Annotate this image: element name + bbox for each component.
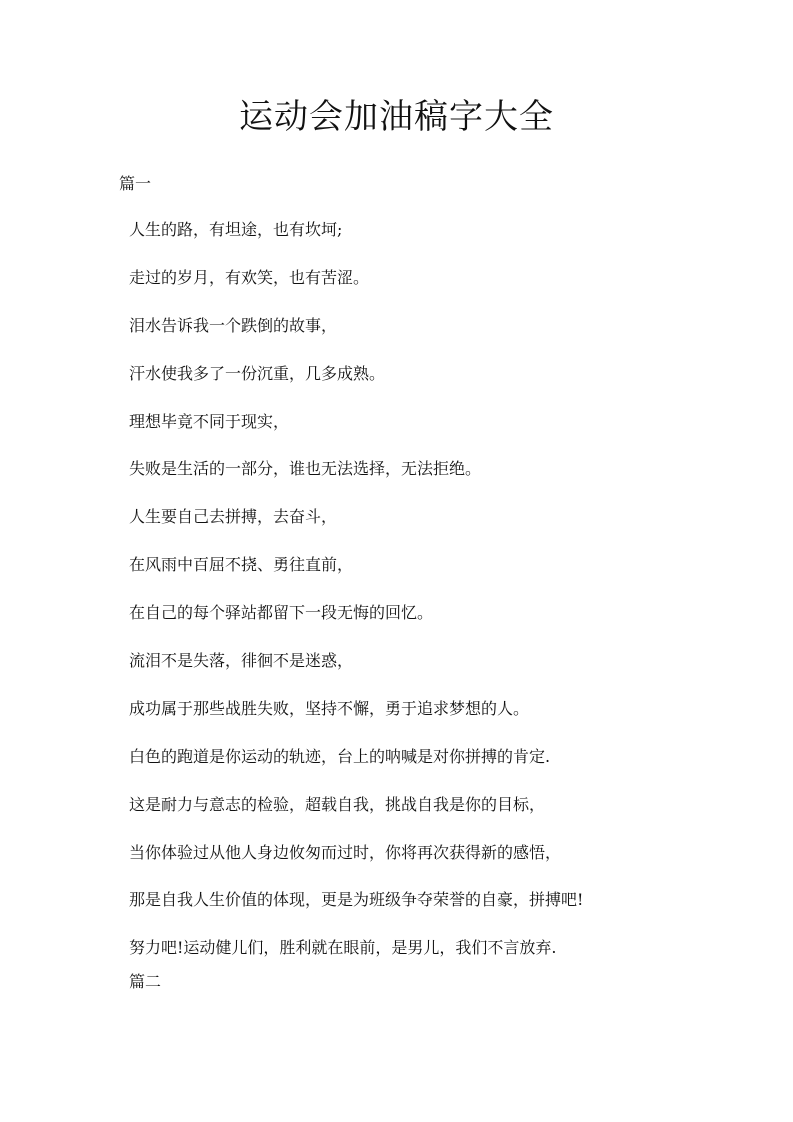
- text-line: 当你体验过从他人身边攸匆而过时，你将再次获得新的感悟，: [129, 842, 562, 862]
- text-line: 理想毕竟不同于现实，: [129, 411, 290, 431]
- text-line: 人生要自己去拼搏，去奋斗，: [129, 507, 338, 527]
- text-line: 人生的路，有坦途，也有坎坷;: [129, 220, 343, 239]
- text-line: 流泪不是失落，徘徊不是迷惑，: [129, 651, 354, 671]
- page-title: 运动会加油稿字大全: [239, 97, 554, 137]
- text-line: 努力吧!运动健儿们，胜利就在眼前，是男儿，我们不言放弃.: [129, 938, 557, 958]
- text-line: 汗水使我多了一份沉重，几多成熟。: [129, 363, 386, 383]
- text-line: 那是自我人生价值的体现，更是为班级争夺荣誉的自豪，拼搏吧!: [129, 890, 584, 910]
- section-label-2: 篇二: [129, 972, 162, 991]
- text-line: 走过的岁月，有欢笑，也有苦涩。: [129, 267, 370, 287]
- text-line: 在自己的每个驿站都留下一段无悔的回忆。: [129, 603, 434, 623]
- text-line: 泪水告诉我一个跌倒的故事，: [129, 315, 338, 335]
- text-line: 在风雨中百屈不挠、勇往直前，: [129, 555, 354, 575]
- text-line: 成功属于那些战胜失败，坚持不懈，勇于追求梦想的人。: [129, 698, 530, 718]
- text-line: 白色的跑道是你运动的轨迹，台上的呐喊是对你拼搏的肯定.: [129, 746, 551, 766]
- section-label-1: 篇一: [119, 174, 152, 193]
- text-line: 失败是生活的一部分，谁也无法选择，无法拒绝。: [129, 459, 482, 479]
- text-line: 这是耐力与意志的检验，超载自我，挑战自我是你的目标，: [129, 794, 546, 814]
- poem-lines: [129, 218, 729, 984]
